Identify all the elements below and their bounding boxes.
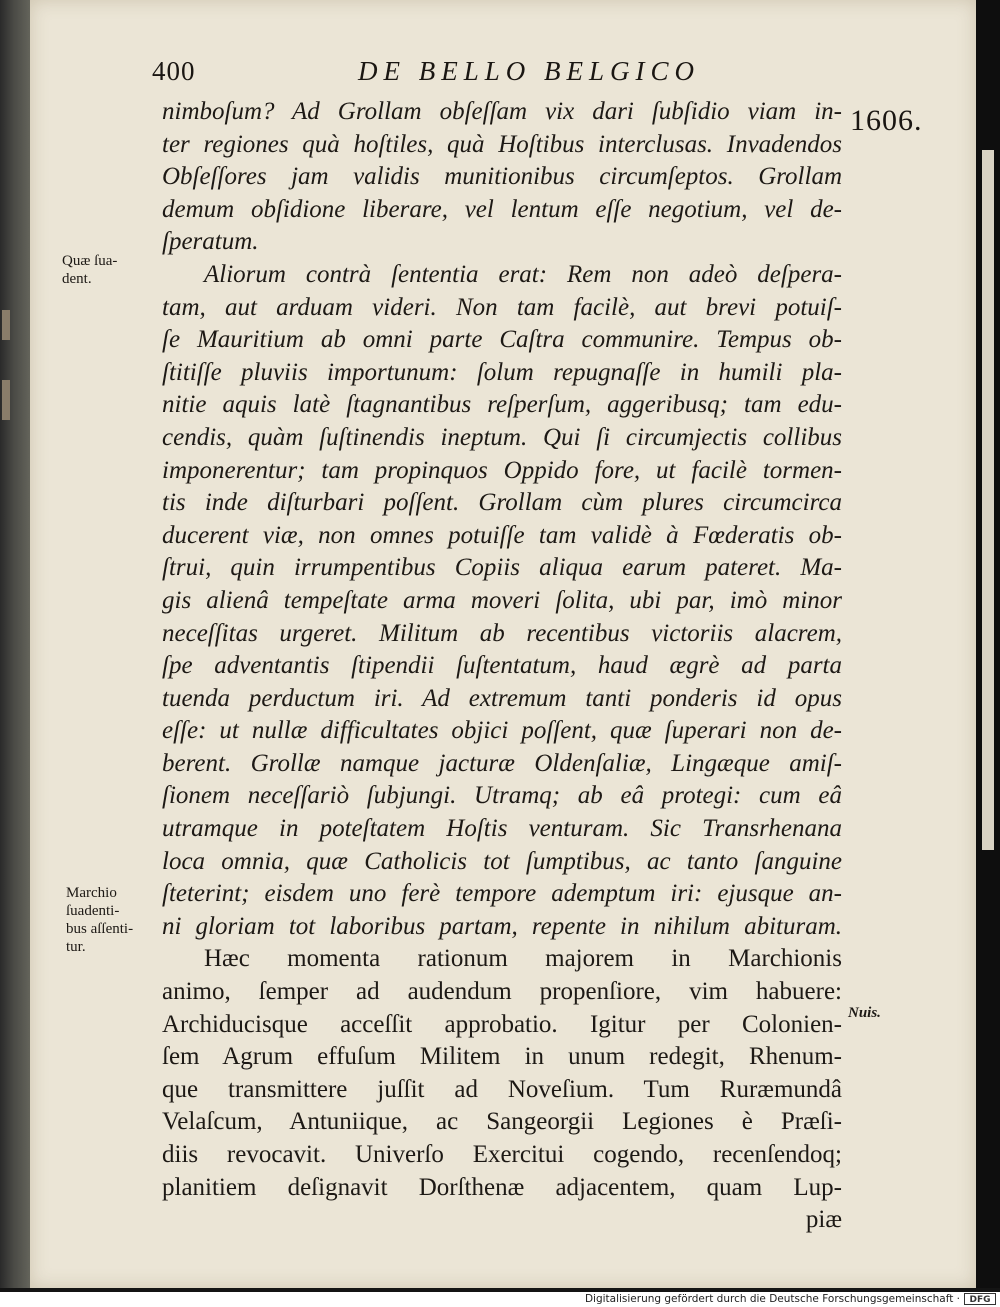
margin-note-3 (848, 1004, 928, 1022)
dfg-logo: DFG (964, 1293, 996, 1305)
margin-note-line: Marchio (66, 885, 117, 901)
margin-note-line: bus aſſenti- (66, 921, 134, 937)
text-line: Archiducisque acceſſit approbatio. Igitur per Colonien- (162, 1010, 842, 1038)
text-line: Obſeſſores jam validis munitionibus circumſeptos. Grollam (162, 163, 842, 191)
text-line: imponerentur; tam propinquos Oppido fore, ut facilè tormen- (162, 456, 842, 484)
text-line: planitiem deſignavit Dorſthenæ adjacentem, quam Lup- (162, 1173, 842, 1201)
scan-right-edge (976, 0, 1000, 1288)
scan-left-edge (0, 0, 34, 1288)
text-line: ſionem neceſſariò ſubjungi. Utramq; ab eâ protegi: cum eâ (162, 782, 842, 810)
text-line: ſpe adventantis ſtipendii ſuſtentatum, haud ægrè ad parta (162, 652, 842, 680)
text-line: ter regiones quà hoſtiles, quà Hoſtibus interclusas. Invadendos (162, 130, 842, 158)
running-title: DE BELLO BELGICO (358, 56, 701, 86)
text-line: ſe Mauritium ab omni parte Caſtra communire. Tempus ob- (162, 326, 842, 354)
funding-notice: Digitalisierung gefördert durch die Deutsche Forschungsgemeinschaft · (584, 1293, 960, 1305)
text-line: ſtrui, quin irrumpentibus Copiis aliqua earum pateret. Ma- (162, 554, 842, 582)
margin-note-2 (66, 884, 146, 956)
text-line: animo, ſemper ad audendum propenſiore, vim habuere: (162, 978, 842, 1006)
text-line: ni gloriam tot laboribus partam, repente in nihilum abituram. (162, 912, 842, 940)
text-line: utramque in poteſtatem Hoſtis venturam. Sic Transrhenana (162, 815, 842, 843)
margin-note-line: Nuis. (848, 1005, 881, 1021)
text-line: ſperatum. (162, 228, 259, 256)
text-line: ſtitiſſe pluviis importunum: ſolum repugnaſſe in humili pla- (162, 358, 842, 386)
text-line: Hæc momenta rationum majorem in Marchionis (204, 945, 842, 973)
text-line: que transmittere juſſit ad Noveſium. Tum Ruræmundâ (162, 1075, 842, 1103)
page-number: 400 (152, 56, 196, 86)
text-line: demum obſidione liberare, vel lentum eſſe negotium, vel de- (162, 195, 842, 223)
running-header (152, 56, 852, 90)
text-line: nitie aquis latè ſtagnantibus reſperſum, aggeribusq; tam edu- (162, 391, 842, 419)
margin-note-1 (62, 252, 142, 288)
body-text (162, 96, 842, 1237)
catchword: piæ (805, 1206, 842, 1234)
text-line: tuenda perductum iri. Ad extremum tanti ponderis id opus (162, 684, 842, 712)
page-edge-tab (2, 310, 10, 340)
page-edge-tab (2, 380, 10, 420)
text-line: Velaſcum, Antuniique, ac Sangeorgii Legiones è Præſi- (162, 1108, 842, 1136)
margin-note-line: tur. (66, 939, 86, 955)
text-line: tis inde diſturbari poſſent. Grollam cùm plures circumcirca (162, 489, 842, 517)
text-line: nimboſum? Ad Grollam obſeſſam vix dari ſubſidio viam in- (162, 98, 842, 125)
margin-note-line: dent. (62, 271, 92, 287)
margin-note-line: Quæ ſua- (62, 253, 118, 269)
text-line: diis revocavit. Univerſo Exercitui cogendo, recenſendoq; (162, 1141, 842, 1168)
footer-bar (0, 1292, 1000, 1307)
text-line: ducerent viæ, non omnes potuiſſe tam validè à Fœderatis ob- (162, 521, 842, 549)
margin-year: 1606. (850, 104, 923, 137)
text-line: ſteterint; eisdem uno ferè tempore ademptum iri: ejusque an- (162, 880, 842, 908)
text-line: gis alienâ tempeſtate arma moveri ſolita, ubi par, imò minor (162, 586, 842, 614)
text-line: Aliorum contrà ſententia erat: Rem non adeò deſpera- (204, 260, 842, 288)
margin-note-line: ſuadenti- (66, 903, 120, 919)
text-line: ſem Agrum effuſum Militem in unum redegit, Rhenum- (162, 1043, 842, 1071)
text-line: eſſe: ut nullæ difficultates objici poſſent, quæ ſuperari non de- (162, 717, 842, 745)
page-edge-bar (982, 150, 994, 850)
text-line: berent. Grollæ namque jacturæ Oldenſaliæ, Lingæque amiſ- (162, 749, 842, 777)
text-line: cendis, quàm ſuſtinendis ineptum. Qui ſi circumjectis collibus (162, 423, 842, 451)
text-line: tam, aut arduam videri. Non tam facilè, aut brevi potuiſ- (162, 293, 842, 321)
text-line: neceſſitas urgeret. Militum ab recentibus victoriis alacrem, (162, 619, 842, 647)
text-line: loca omnia, quæ Catholicis tot ſumptibus, ac tanto ſanguine (162, 847, 842, 875)
